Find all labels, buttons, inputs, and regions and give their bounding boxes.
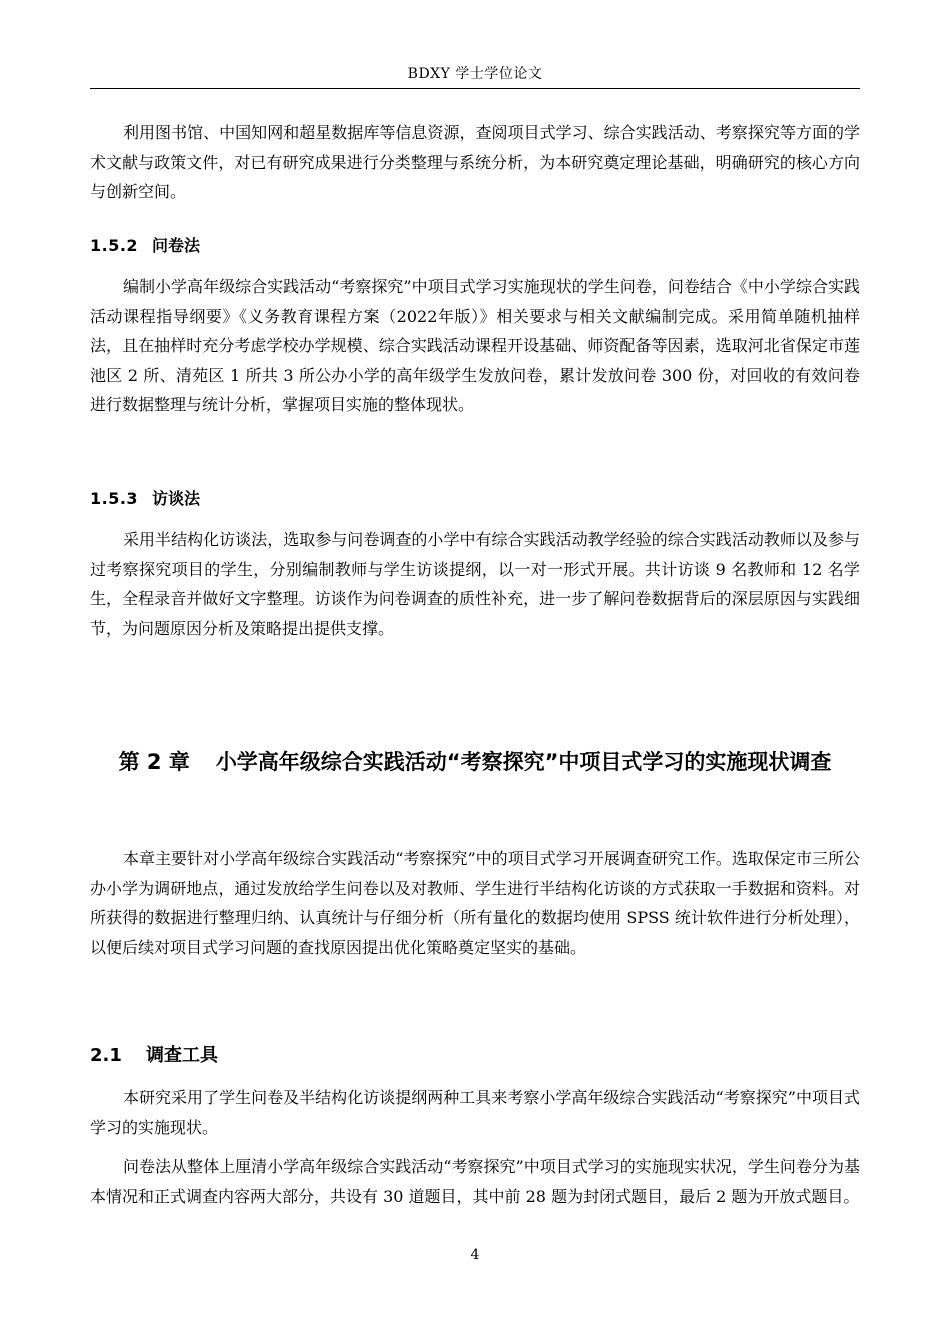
subsection-heading-1-5-2 xyxy=(90,233,860,256)
chapter-intro-paragraph: 本章主要针对小学高年级综合实践活动“考察探究”中的项目式学习开展调查研究工作。选取保定市三所公办小学为调研地点，通过发放给学生问卷以及对教师、学生进行半结构化访谈的方式获取一手数据和资料。对所获得的数据进行整理归纳、认真统计与仔细分析（所有量化的数据均使用 SPSS 统计软件进行分析处理），以便后续对项目式学习问题的查找原因提出优化策略奠定坚实的基础。 xyxy=(90,849,860,957)
subsection-number: 1.5.2 xyxy=(90,236,139,255)
questionnaire-paragraph: 编制小学高年级综合实践活动“考察探究”中项目式学习实施现状的学生问卷，问卷结合《中小学综合实践活动课程指导纲要》《义务教育课程方案（2022年版）》相关要求与相关文献编制完成。采用简单随机抽样法，且在抽样时充分考虑学校办学规模、综合实践活动课程开设基础、师资配备等因素，选取河北省保定市莲池区 2 所、清苑区 1 所共 3 所公办小学的高年级学生发放问卷，累计发放问卷 300 份，对回收的有效问卷进行数据整理与统计分析，掌握项目实施的整体现状。 xyxy=(90,277,860,414)
subsection-title: 访谈法 xyxy=(152,489,201,508)
section-heading-2-1 xyxy=(90,1041,860,1067)
section-number: 2.1 xyxy=(90,1045,122,1066)
header-divider xyxy=(90,88,860,89)
running-header: BDXY 学士学位论文 xyxy=(407,66,543,82)
chapter-number: 第 2 章 xyxy=(118,750,190,774)
interview-paragraph: 采用半结构化访谈法，选取参与问卷调查的小学中有综合实践活动教学经验的综合实践活动教师以及参与过考察探究项目的学生，分别编制教师与学生访谈提纲，以一对一形式开展。共计访谈 9 名教师和 12 名学生，全程录音并做好文字整理。访谈作为问卷调查的质性补充，进一步了解问卷数据背后的深层原因与实践细节，为问题原因分析及策略提出提供支撑。 xyxy=(90,530,860,638)
section-title: 调查工具 xyxy=(146,1045,218,1066)
tools-paragraph-1: 本研究采用了学生问卷及半结构化访谈提纲两种工具来考察小学高年级综合实践活动“考察探究”中项目式学习的实施现状。 xyxy=(90,1088,860,1137)
intro-paragraph: 利用图书馆、中国知网和超星数据库等信息资源，查阅项目式学习、综合实践活动、考察探究等方面的学术文献与政策文件，对已有研究成果进行分类整理与系统分析，为本研究奠定理论基础，明确研究的核心方向与创新空间。 xyxy=(90,123,860,201)
tools-paragraph-2: 问卷法从整体上厘清小学高年级综合实践活动“考察探究”中项目式学习的实施现实状况，学生问卷分为基本情况和正式调查内容两大部分，共设有 30 道题目，其中前 28 题为封闭式题目，最后 2 题为开放式题目。 xyxy=(90,1157,860,1206)
page-number: 4 xyxy=(470,1247,480,1263)
chapter-heading xyxy=(90,747,860,778)
subsection-heading-1-5-3 xyxy=(90,486,860,509)
chapter-title: 小学高年级综合实践活动“考察探究”中项目式学习的实施现状调查 xyxy=(215,750,832,774)
subsection-number: 1.5.3 xyxy=(90,489,139,508)
subsection-title: 问卷法 xyxy=(152,236,201,255)
